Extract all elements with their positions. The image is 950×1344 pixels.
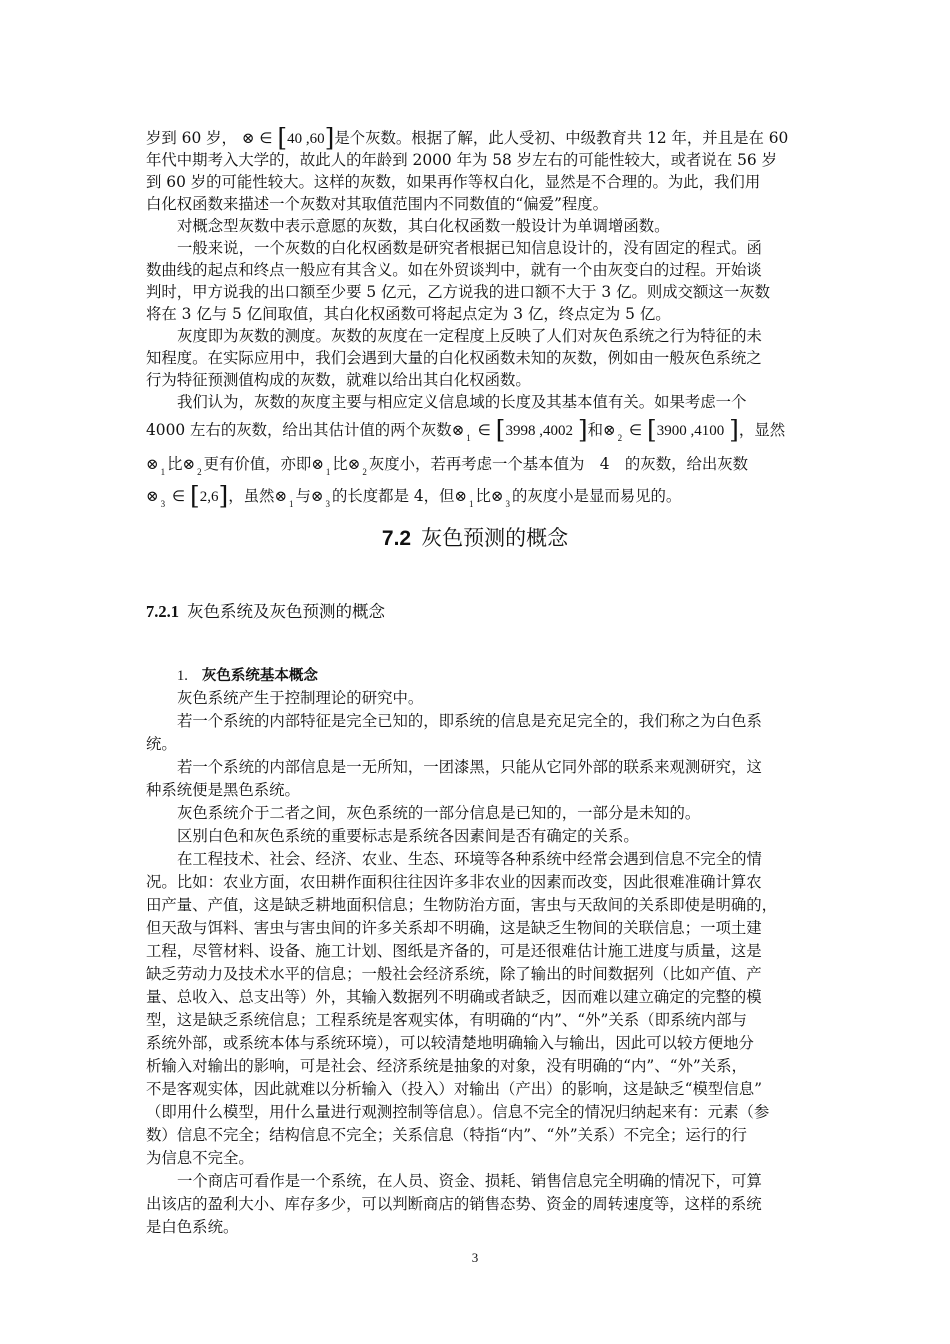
paragraph-line: 是白色系统。 <box>146 1218 239 1236</box>
subscript: 1 <box>325 467 331 477</box>
subsection-heading <box>146 601 385 623</box>
subscript: 1 <box>160 467 166 477</box>
grey-number-symbol: ⊗ <box>603 421 616 439</box>
grey-number-symbol: ⊗ <box>274 487 288 505</box>
paragraph-line: （即用什么模型，用什么量进行观测控制等信息）。信息不完全的情况归纳起来有：元素（参 <box>146 1103 770 1121</box>
grey-number-symbol: ⊗ <box>347 455 361 473</box>
subscript: 2 <box>362 467 367 477</box>
grey-number-symbol: ⊗ <box>146 487 159 505</box>
grey-number-symbol: ⊗ <box>241 129 255 147</box>
paragraph-line: 不是客观实体，因此就难以分析输入（投入）对输出（产出）的影响，这是缺乏“模型信息” <box>146 1080 762 1098</box>
paragraph-line: 为信息不完全。 <box>146 1149 254 1167</box>
section-heading <box>0 523 950 554</box>
paragraph-line: 在工程技术、社会、经济、农业、生态、环境等各种系统中经常会遇到信息不完全的情 <box>177 850 762 868</box>
element-of-symbol: ∈ <box>629 423 643 439</box>
element-of-symbol: ∈ <box>171 489 186 505</box>
interval-value: 3998 ,4002 <box>505 423 573 439</box>
paragraph-line: 况。比如：农业方面，农田耕作面积往往因许多非农业的因素而改变，因此很难准确计算农 <box>146 873 762 891</box>
text-span: 比 <box>475 487 491 505</box>
grey-number-symbol: ⊗ <box>454 487 467 505</box>
subscript: 3 <box>160 499 166 509</box>
paragraph-line: 量、总收入、总支出等）外，其输入数据列不明确或者缺乏，因而难以建立确定的完整的模 <box>146 988 762 1006</box>
subscript: 1 <box>466 433 471 443</box>
paragraph-line: 缺乏劳动力及技术水平的信息；一般社会经济系统，除了输出的时间数据列（比如产值、产 <box>146 965 762 983</box>
element-of-symbol: ∈ <box>477 423 491 439</box>
paragraph-line: 年代中期考入大学的，故此人的年龄到 2000 年为 58 岁左右的可能性较大，或者说在 56 岁 <box>146 151 777 169</box>
paragraph-line: 将在 3 亿与 5 亿间取值，其白化权函数可将起点定为 3 亿，终点定为 5 亿。 <box>146 305 671 323</box>
paragraph-line: 但天敌与饵料、害虫与害虫间的许多关系却不明确，这是缺乏生物间的关联信息；一项土建 <box>146 919 762 937</box>
paragraph-line: 析输入对输出的影响，可是社会、经济系统是抽象的对象，没有明确的“内”、“外”关系， <box>146 1057 747 1075</box>
text-span: ，虽然 <box>228 487 275 505</box>
paragraph-line: 一个商店可看作是一个系统，在人员、资金、损耗、销售信息完全明确的情况下，可算 <box>177 1172 762 1190</box>
item-number: 1. <box>177 668 188 684</box>
paragraph-line: 出该店的盈利大小、库存多少，可以判断商店的销售态势、资金的周转速度等，这样的系统 <box>146 1195 762 1213</box>
subscript: 3 <box>325 499 330 509</box>
paragraph-line: 数曲线的起点和终点一般应有其含义。如在外贸谈判中，就有一个由灰变白的过程。开始谈 <box>146 261 762 279</box>
paragraph-line: 种系统便是黑色系统。 <box>146 781 300 799</box>
interval-value: 40 ,60 <box>287 131 325 147</box>
grey-number-symbol: ⊗ <box>146 455 159 473</box>
bracket-left: [ <box>646 415 657 444</box>
subscript: 1 <box>289 499 294 509</box>
paragraph-line: 灰色系统介于二者之间，灰色系统的一部分信息是已知的，一部分是未知的。 <box>177 804 701 822</box>
element-of-symbol: ∈ <box>259 131 273 147</box>
grey-number-symbol: ⊗ <box>310 487 324 505</box>
paragraph-line: 系统外部，或系统本体与系统环境），可以较清楚地明确输入与输出，因此可以较方便地分 <box>146 1034 754 1052</box>
paragraph-line: 数）信息不完全；结构信息不完全；关系信息（特指“内”、“外”关系）不完全；运行的行 <box>146 1126 747 1144</box>
paragraph-line: 型，这是缺乏系统信息；工程系统是客观实体，有明确的“内”、“外”关系（即系统内部与 <box>146 1011 747 1029</box>
section-title: 灰色预测的概念 <box>421 526 569 550</box>
paragraph-line <box>146 123 789 152</box>
paragraph-line: 一般来说，一个灰数的白化权函数是研究者根据已知信息设计的，没有固定的程式。函 <box>177 239 762 257</box>
paragraph-line: 灰色系统产生于控制理论的研究中。 <box>177 689 424 707</box>
page-number: 3 <box>471 1250 479 1265</box>
paragraph-line <box>146 481 682 510</box>
item-heading <box>177 666 318 686</box>
text-span: 的灰度小是显而易见的。 <box>511 487 682 505</box>
text-span: 是个灰数。根据了解，此人受初、中级教育共 12 年，并且是在 60 <box>334 129 789 147</box>
paragraph-line: 到 60 岁的可能性较大。这样的灰数，如果再作等权白化，显然是不合理的。为此，我们用 <box>146 173 761 191</box>
paragraph-line: 知程度。在实际应用中，我们会遇到大量的白化权函数未知的灰数，例如由一般灰色系统之 <box>146 349 762 367</box>
text-span: ，显然 <box>738 421 786 439</box>
paragraph-line: 田产量、产值，这是缺乏耕地面积信息；生物防治方面，害虫与天敌间的关系即使是明确的， <box>146 896 778 914</box>
subscript: 3 <box>505 499 510 509</box>
paragraph-line: 白化权函数来描述一个灰数对其取值范围内不同数值的“偏爱”程度。 <box>146 195 609 213</box>
grey-number-symbol: ⊗ <box>490 487 504 505</box>
bracket-right: ] <box>729 415 739 444</box>
text-span: 比 <box>332 455 348 473</box>
bracket-left: [ <box>277 123 288 152</box>
text-span: 岁到 60 岁， <box>146 129 237 147</box>
bracket-right: ] <box>218 481 229 510</box>
grey-number-symbol: ⊗ <box>311 455 324 473</box>
item-title: 灰色系统基本概念 <box>201 667 318 684</box>
grey-number-symbol: ⊗ <box>182 455 196 473</box>
text-span: 和 <box>587 421 604 439</box>
text-span: 比 <box>167 455 183 473</box>
text-span: 更有价值，亦即 <box>203 455 312 473</box>
paragraph-line: 统。 <box>146 735 177 753</box>
grey-number-symbol: ⊗ <box>451 421 465 439</box>
bracket-right: ] <box>577 415 588 444</box>
subscript: 2 <box>197 467 202 477</box>
paragraph-line <box>146 415 786 444</box>
text-span: 4000 左右的灰数，给出其估计值的两个灰数 <box>146 421 452 439</box>
bracket-right: ] <box>324 123 335 152</box>
paragraph-line: 区别白色和灰色系统的重要标志是系统各因素间是否有确定的关系。 <box>177 827 639 845</box>
paragraph-line <box>146 454 748 476</box>
section-number: 7.2 <box>381 527 412 550</box>
interval-value: 3900 ,4100 <box>656 423 725 439</box>
bracket-left: [ <box>495 415 506 444</box>
interval-value: 2,6 <box>199 489 219 505</box>
subscript: 2 <box>617 433 623 443</box>
bracket-left: [ <box>189 481 200 510</box>
paragraph-line: 对概念型灰数中表示意愿的灰数，其白化权函数一般设计为单调增函数。 <box>177 217 670 235</box>
paragraph-line: 行为特征预测值构成的灰数，就难以给出其白化权函数。 <box>146 371 531 389</box>
paragraph-line: 灰度即为灰数的测度。灰数的灰度在一定程度上反映了人们对灰色系统之行为特征的未 <box>177 327 762 345</box>
subscript: 1 <box>469 499 474 509</box>
text-span: 与 <box>295 487 311 505</box>
paragraph-line: 我们认为，灰数的灰度主要与相应定义信息域的长度及其基本值有关。如果考虑一个 <box>177 393 747 411</box>
subsection-title: 灰色系统及灰色预测的概念 <box>187 602 385 621</box>
subsection-number: 7.2.1 <box>146 602 179 621</box>
text-span: 灰度小，若再考虑一个基本值为 4 的灰数，给出灰数 <box>368 455 749 473</box>
paragraph-line: 判时，甲方说我的出口额至少要 5 亿元，乙方说我的进口额不大于 3 亿。则成交额这一灰数 <box>146 283 770 301</box>
text-span: 的长度都是 4，但 <box>332 487 455 505</box>
paragraph-line: 若一个系统的内部信息是一无所知，一团漆黑，只能从它同外部的联系来观测研究，这 <box>177 758 762 776</box>
paragraph-line: 工程，尽管材料、设备、施工计划、图纸是齐备的，可是还很难估计施工进度与质量，这是 <box>146 942 762 960</box>
paragraph-line: 若一个系统的内部特征是完全已知的，即系统的信息是充足完全的，我们称之为白色系 <box>177 712 762 730</box>
